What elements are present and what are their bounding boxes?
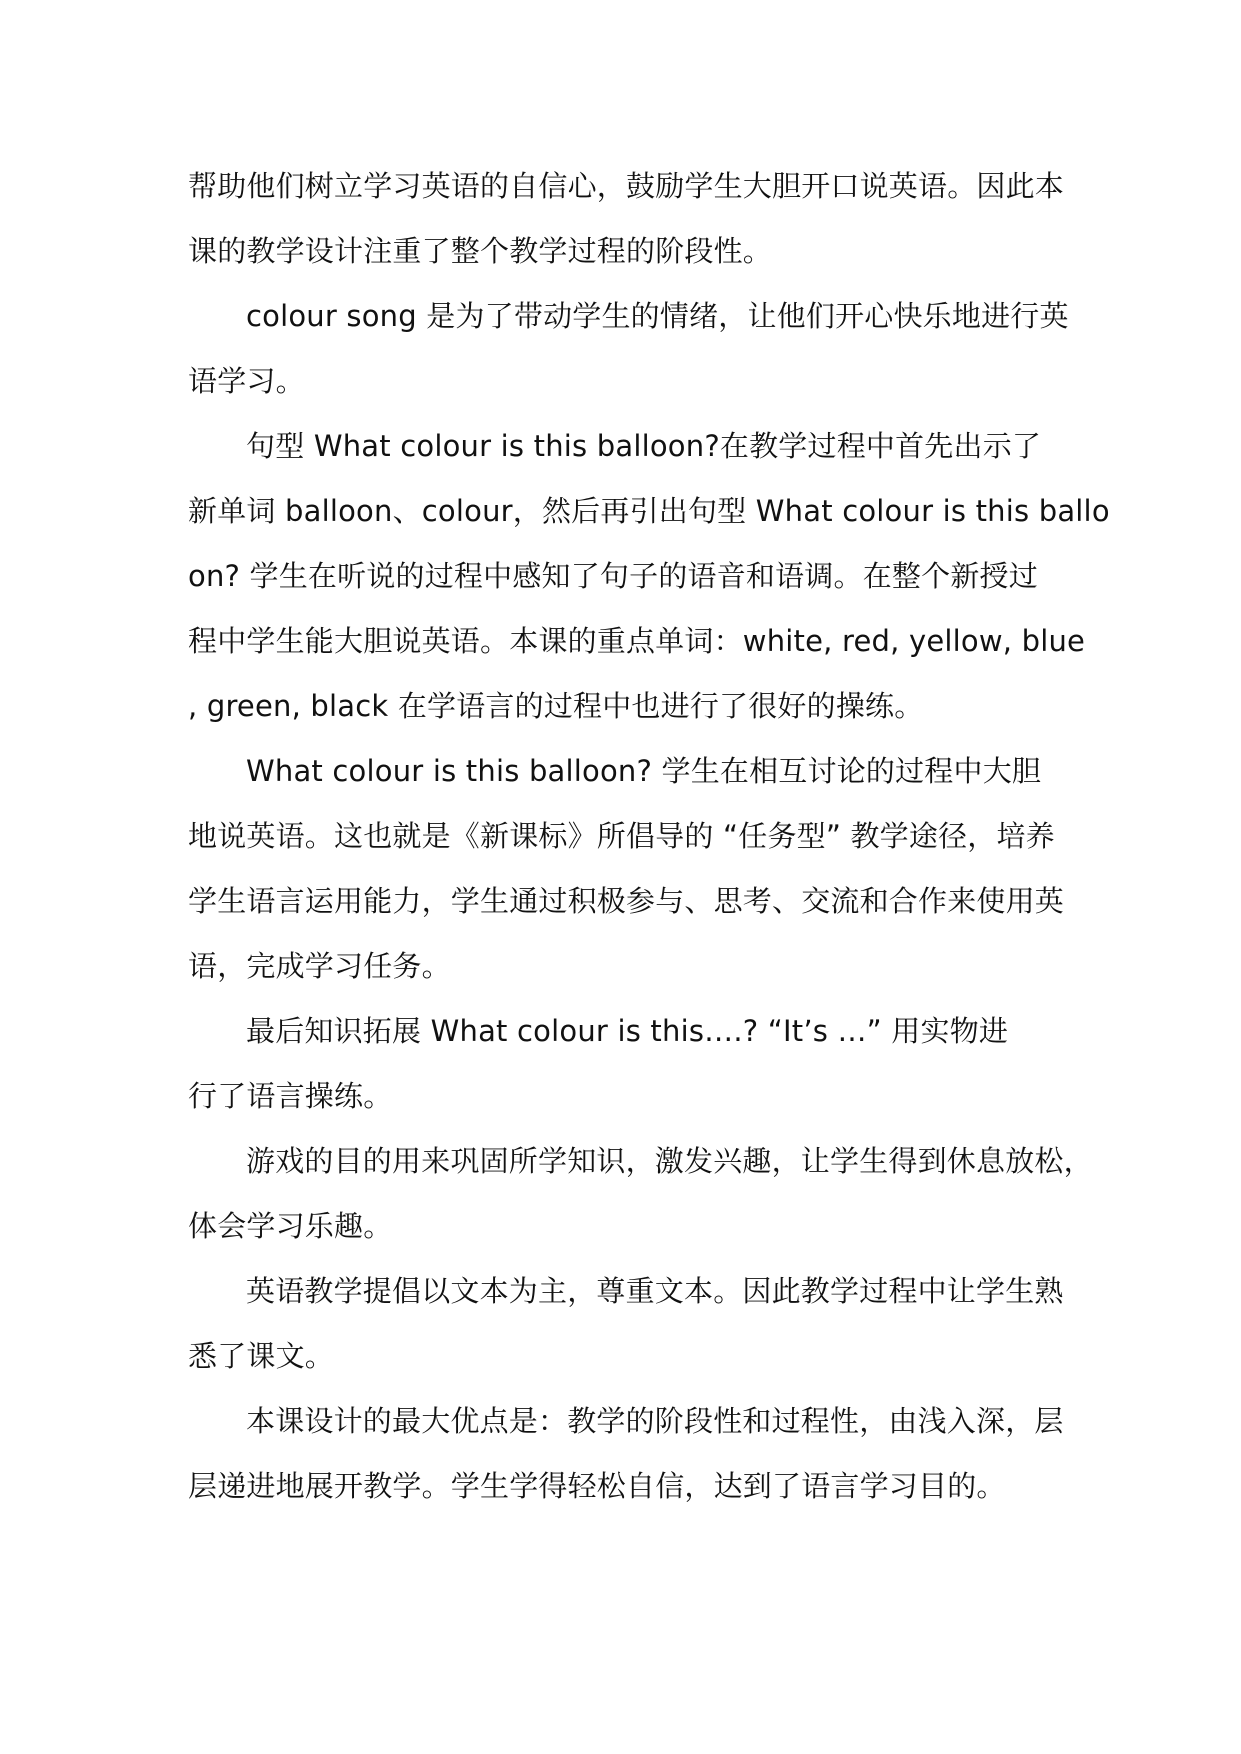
paragraph-start-line: 句型 What colour is this balloon?在教学过程中首先出示了 xyxy=(246,429,1042,463)
text-line: , green, black 在学语言的过程中也进行了很好的操练。 xyxy=(188,689,924,723)
text-line: 帮助他们树立学习英语的自信心，鼓励学生大胆开口说英语。因此本 xyxy=(188,169,1065,203)
paragraph-start-line: colour song 是为了带动学生的情绪，让他们开心快乐地进行英 xyxy=(246,299,1069,333)
text-line: 课的教学设计注重了整个教学过程的阶段性。 xyxy=(188,234,773,268)
paragraph-start-line: What colour is this balloon? 学生在相互讨论的过程中大胆 xyxy=(246,754,1042,788)
text-line: 地说英语。这也就是《新课标》所倡导的 “任务型” 教学途径，培养 xyxy=(188,819,1055,853)
text-line: 行了语言操练。 xyxy=(188,1079,393,1113)
paragraph-start-line: 游戏的目的用来巩固所学知识，激发兴趣，让学生得到休息放松， xyxy=(246,1144,1093,1178)
body-text xyxy=(188,158,1110,1523)
paragraph-start-line: 英语教学提倡以文本为主，尊重文本。因此教学过程中让学生熟 xyxy=(246,1274,1064,1308)
text-line: 学生语言运用能力，学生通过积极参与、思考、交流和合作来使用英 xyxy=(188,884,1065,918)
paragraph-start-line: 本课设计的最大优点是：教学的阶段性和过程性，由浅入深，层 xyxy=(246,1404,1064,1438)
text-line: on? 学生在听说的过程中感知了句子的语音和语调。在整个新授过 xyxy=(188,559,1038,593)
text-line: 新单词 balloon、colour，然后再引出句型 What colour is this ballo xyxy=(188,494,1110,528)
text-line: 体会学习乐趣。 xyxy=(188,1209,393,1243)
text-line: 层递进地展开教学。学生学得轻松自信，达到了语言学习目的。 xyxy=(188,1469,1006,1503)
text-line: 语，完成学习任务。 xyxy=(188,949,451,983)
text-line: 语学习。 xyxy=(188,364,305,398)
text-line: 程中学生能大胆说英语。本课的重点单词：white, red, yellow, blue xyxy=(188,624,1086,658)
paragraph-start-line: 最后知识拓展 What colour is this….? “It’s …” 用实物进 xyxy=(246,1014,1009,1048)
text-line: 悉了课文。 xyxy=(188,1339,335,1373)
